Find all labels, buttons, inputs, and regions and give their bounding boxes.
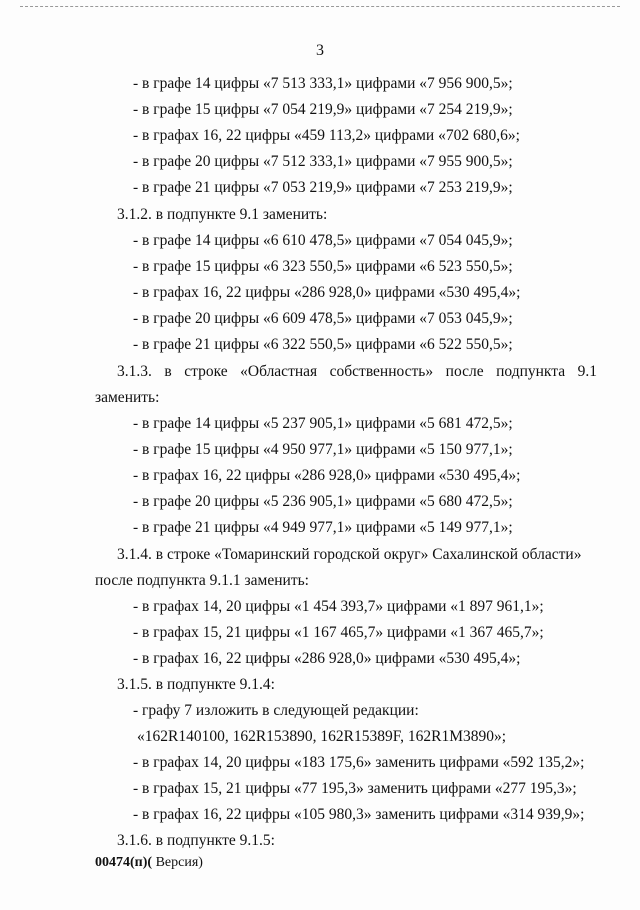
list-item: - в графах 15, 21 цифры «1 167 465,7» цифрами «1 367 465,7»; <box>133 624 544 641</box>
heading-word: подпункта <box>496 363 566 380</box>
heading-word: строке <box>184 363 228 380</box>
list-item: - в графе 15 цифры «4 950 977,1» цифрами «5 150 977,1»; <box>133 441 513 458</box>
section-heading-3-1-2: 3.1.2. в подпункте 9.1 заменить: <box>117 206 328 223</box>
list-item: - в графе 20 цифры «7 512 333,1» цифрами «7 955 900,5»; <box>133 153 513 170</box>
code-list: «162R140100, 162R153890, 162R15389F, 162R1M3890»; <box>137 728 507 745</box>
list-item: - в графе 14 цифры «6 610 478,5» цифрами «7 054 045,9»; <box>133 232 513 249</box>
heading-word: после <box>445 363 484 380</box>
list-item: - в графах 16, 22 цифры «286 928,0» цифрами «530 495,4»; <box>133 467 521 484</box>
list-item: - в графах 16, 22 цифры «459 113,2» цифрами «702 680,6»; <box>133 127 520 144</box>
list-item: - в графах 14, 20 цифры «1 454 393,7» цифрами «1 897 961,1»; <box>133 598 544 615</box>
heading-word: в <box>164 363 172 380</box>
section-heading-continuation: заменить: <box>95 389 160 406</box>
heading-word: 9.1 <box>577 363 597 380</box>
heading-word: 3.1.3. <box>117 363 152 380</box>
list-item: - графу 7 изложить в следующей редакции: <box>133 702 419 719</box>
list-item: - в графе 15 цифры «6 323 550,5» цифрами «6 523 550,5»; <box>133 258 513 275</box>
list-item: - в графах 16, 22 цифры «286 928,0» цифрами «530 495,4»; <box>133 650 521 667</box>
heading-word: «Областная <box>240 363 318 380</box>
footer-version: Версия) <box>152 855 203 870</box>
list-item: - в графе 14 цифры «7 513 333,1» цифрами «7 956 900,5»; <box>133 75 513 92</box>
section-heading-3-1-4: 3.1.4. в строке «Томаринский городской округ» Сахалинской области» <box>117 546 582 563</box>
list-item: - в графе 14 цифры «5 237 905,1» цифрами «5 681 472,5»; <box>133 415 513 432</box>
list-item: - в графах 16, 22 цифры «105 980,3» заменить цифрами «314 939,9»; <box>133 806 585 823</box>
section-heading-continuation: после подпункта 9.1.1 заменить: <box>95 572 309 589</box>
page-number: 3 <box>316 42 324 59</box>
list-item: - в графе 20 цифры «6 609 478,5» цифрами «7 053 045,9»; <box>133 310 513 327</box>
list-item: - в графах 15, 21 цифры «77 195,3» заменить цифрами «277 195,3»; <box>133 780 577 797</box>
section-heading-3-1-3 <box>117 362 597 382</box>
heading-word: собственность» <box>329 363 434 380</box>
list-item: - в графе 21 цифры «7 053 219,9» цифрами «7 253 219,9»; <box>133 179 513 196</box>
list-item: - в графе 21 цифры «4 949 977,1» цифрами «5 149 977,1»; <box>133 519 513 536</box>
list-item: - в графе 20 цифры «5 236 905,1» цифрами «5 680 472,5»; <box>133 493 513 510</box>
footer-code: 00474(п)( <box>95 855 153 870</box>
list-item: - в графах 16, 22 цифры «286 928,0» цифрами «530 495,4»; <box>133 284 521 301</box>
list-item: - в графе 15 цифры «7 054 219,9» цифрами «7 254 219,9»; <box>133 101 513 118</box>
section-heading-3-1-5: 3.1.5. в подпункте 9.1.4: <box>117 676 275 693</box>
section-heading-3-1-6: 3.1.6. в подпункте 9.1.5: <box>117 832 275 849</box>
list-item: - в графе 21 цифры «6 322 550,5» цифрами «6 522 550,5»; <box>133 336 513 353</box>
list-item: - в графах 14, 20 цифры «183 175,6» заменить цифрами «592 135,2»; <box>133 754 585 771</box>
scan-top-edge <box>20 6 620 7</box>
document-footer <box>95 855 203 871</box>
